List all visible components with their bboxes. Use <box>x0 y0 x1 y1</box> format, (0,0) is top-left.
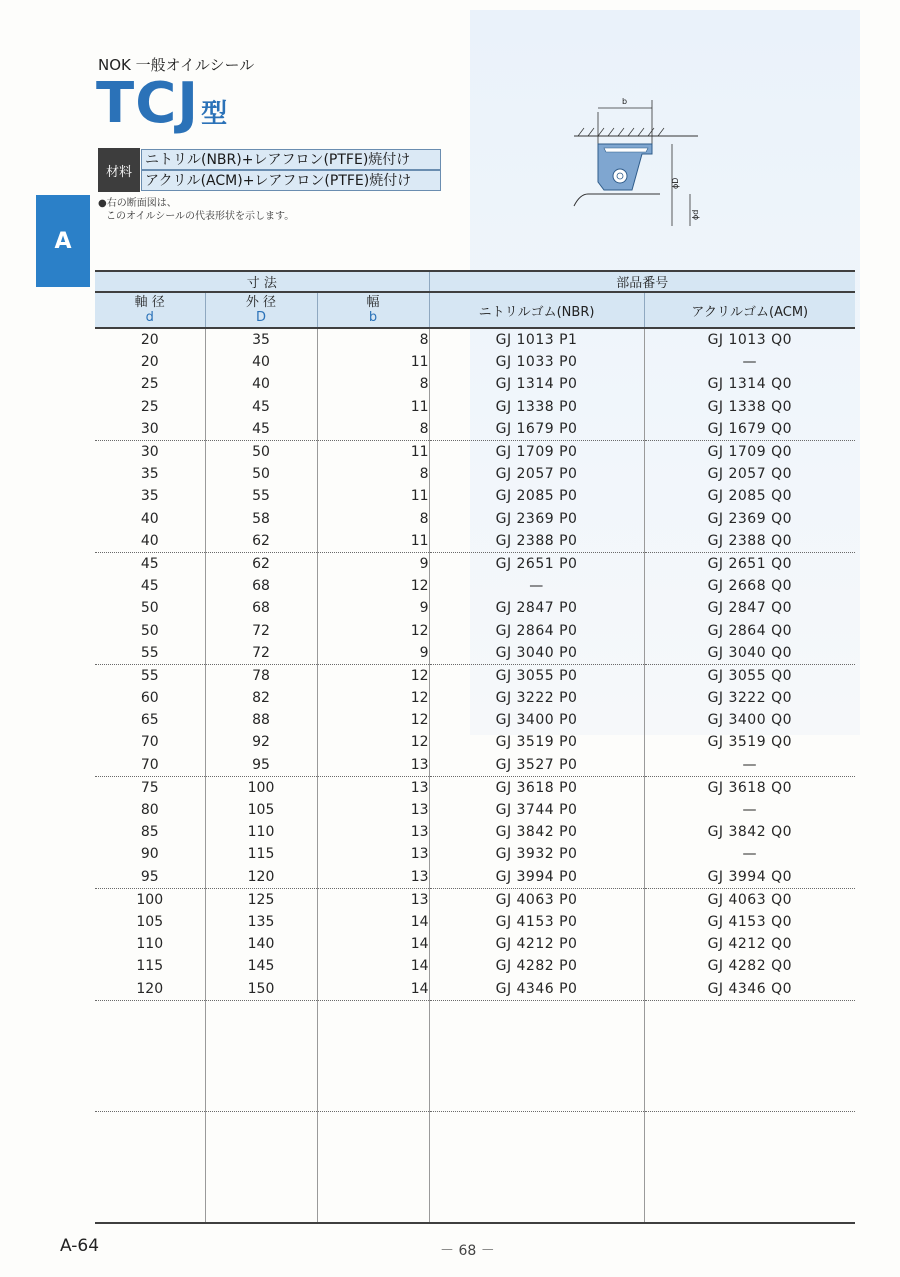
cell-shaft-dia: 50 <box>95 597 205 619</box>
blank-cell <box>644 1111 855 1223</box>
cell-acm-part: GJ 2668 Q0 <box>707 578 792 595</box>
cell-shaft-dia: 55 <box>95 664 205 687</box>
cell-acm-part: GJ 3519 Q0 <box>707 734 792 751</box>
cell-outer-dia: 150 <box>205 977 317 1000</box>
table-row <box>95 843 855 865</box>
cell-acm-part: GJ 1314 Q0 <box>707 376 792 393</box>
cell-width: 8 <box>317 508 429 530</box>
cell-nbr-part: GJ 1033 P0 <box>429 351 644 373</box>
cell-outer-dia: 110 <box>205 821 317 843</box>
cell-width: 9 <box>317 552 429 575</box>
cell-shaft-dia: 115 <box>95 955 205 977</box>
cell-acm-part: GJ 3842 Q0 <box>707 824 792 841</box>
cell-nbr-part: GJ 2651 P0 <box>429 552 644 575</box>
title-suffix: 型 <box>201 99 229 129</box>
table-row <box>95 485 855 507</box>
cell-acm-part: GJ 4063 Q0 <box>707 891 792 908</box>
table-blank-row <box>95 1111 855 1223</box>
cell-shaft-dia: 85 <box>95 821 205 843</box>
table-row <box>95 418 855 441</box>
cell-nbr-part: GJ 4063 P0 <box>429 888 644 911</box>
cell-acm-part: GJ 1679 Q0 <box>644 418 855 441</box>
cell-shaft-dia: 50 <box>95 619 205 641</box>
cell-acm-part: GJ 4346 Q0 <box>644 977 855 1000</box>
material-nbr: ニトリル(NBR)+レアフロン(PTFE)焼付け <box>141 149 441 170</box>
table-row <box>95 530 855 553</box>
table-blank-row <box>95 1000 855 1111</box>
cell-nbr-part: GJ 1314 P0 <box>429 373 644 395</box>
cell-nbr-part: GJ 4153 P0 <box>429 911 644 933</box>
table-row <box>95 463 855 485</box>
cell-shaft-dia: 75 <box>95 776 205 799</box>
table-row <box>95 754 855 777</box>
table-row <box>95 440 855 463</box>
shaft-line <box>574 194 660 206</box>
table-row <box>95 888 855 911</box>
cell-width: 12 <box>317 709 429 731</box>
cell-nbr-part: GJ 3744 P0 <box>429 799 644 821</box>
cell-width: 12 <box>317 687 429 709</box>
cell-shaft-dia: 90 <box>95 843 205 865</box>
cell-outer-dia: 55 <box>205 485 317 507</box>
cell-acm-part: GJ 4282 Q0 <box>707 958 792 975</box>
dim-b-label: b <box>622 97 628 106</box>
cell-nbr-part: GJ 2847 P0 <box>429 597 644 619</box>
cell-acm-part: GJ 4212 Q0 <box>707 936 792 953</box>
cell-nbr-part: GJ 2057 P0 <box>429 463 644 485</box>
header-shaft-label: 軸 径 <box>134 295 165 310</box>
cell-outer-dia: 35 <box>205 328 317 351</box>
page-number: － 68 － <box>440 1243 495 1259</box>
cell-outer-dia: 82 <box>205 687 317 709</box>
cell-acm-part: — <box>644 754 855 777</box>
cell-acm-part: — <box>742 354 758 371</box>
cell-nbr-part: GJ 3932 P0 <box>429 843 644 865</box>
table-row <box>95 821 855 843</box>
header-dimensions: 寸 法 <box>95 271 429 292</box>
cell-outer-dia: 100 <box>205 776 317 799</box>
table-row <box>95 933 855 955</box>
blank-cell <box>644 1000 855 1111</box>
cell-outer-dia: 135 <box>205 911 317 933</box>
cell-outer-dia: 58 <box>205 508 317 530</box>
cell-outer-dia: 45 <box>205 396 317 418</box>
header-width <box>317 292 429 328</box>
blank-cell <box>429 1111 644 1223</box>
cell-width: 13 <box>317 776 429 799</box>
cell-width: 12 <box>317 575 429 597</box>
cell-outer-dia: 115 <box>205 843 317 865</box>
blank-cell <box>95 1111 205 1223</box>
table-row <box>95 351 855 373</box>
cell-acm-part: GJ 4153 Q0 <box>707 913 792 930</box>
cell-outer-dia: 120 <box>205 866 317 889</box>
cell-outer-dia: 78 <box>205 664 317 687</box>
cell-outer-dia: 92 <box>205 731 317 753</box>
cell-outer-dia: 50 <box>205 463 317 485</box>
header-outer-dia <box>205 292 317 328</box>
blank-cell <box>317 1000 429 1111</box>
table-row <box>95 709 855 731</box>
table-row <box>95 597 855 619</box>
cell-nbr-part: GJ 3040 P0 <box>429 642 644 665</box>
page-title <box>96 71 229 136</box>
section-tab: A <box>36 195 90 287</box>
cell-shaft-dia: 110 <box>95 933 205 955</box>
seal-insert <box>604 148 648 152</box>
cell-acm-part: GJ 2651 Q0 <box>707 555 792 572</box>
cell-shaft-dia: 40 <box>95 530 205 553</box>
cell-acm-part: GJ 1338 Q0 <box>707 398 792 415</box>
header-acm: アクリルゴム(ACM) <box>644 292 855 328</box>
cell-outer-dia: 40 <box>205 373 317 395</box>
cell-shaft-dia: 70 <box>95 731 205 753</box>
cell-outer-dia: 40 <box>205 351 317 373</box>
cell-width: 9 <box>317 597 429 619</box>
table-group-header <box>95 271 855 292</box>
table-row <box>95 776 855 799</box>
table-row <box>95 373 855 395</box>
table-row <box>95 731 855 753</box>
cell-width: 14 <box>317 933 429 955</box>
table-row <box>95 642 855 665</box>
cell-outer-dia: 50 <box>205 440 317 463</box>
cell-nbr-part: GJ 3222 P0 <box>429 687 644 709</box>
cell-shaft-dia: 45 <box>95 575 205 597</box>
cell-width: 11 <box>317 485 429 507</box>
cell-acm-part: GJ 2057 Q0 <box>707 466 792 483</box>
cell-shaft-dia: 35 <box>95 485 205 507</box>
table-row <box>95 396 855 418</box>
header-outer-label: 外 径 <box>245 295 277 310</box>
cell-width: 13 <box>317 888 429 911</box>
cell-acm-part: GJ 3040 Q0 <box>644 642 855 665</box>
cell-outer-dia: 62 <box>205 552 317 575</box>
cell-shaft-dia: 25 <box>95 373 205 395</box>
cell-outer-dia: 62 <box>205 530 317 553</box>
dim-d-label: ϕd <box>691 209 700 220</box>
table-row <box>95 552 855 575</box>
cell-acm-part: GJ 2085 Q0 <box>707 488 792 505</box>
table-row <box>95 328 855 351</box>
table-row <box>95 955 855 977</box>
cell-width: 8 <box>317 328 429 351</box>
cell-acm-part: GJ 3994 Q0 <box>644 866 855 889</box>
cell-width: 9 <box>317 642 429 665</box>
table-row <box>95 664 855 687</box>
cell-shaft-dia: 100 <box>95 888 205 911</box>
cell-shaft-dia: 45 <box>95 552 205 575</box>
cell-nbr-part: GJ 1338 P0 <box>429 396 644 418</box>
cell-shaft-dia: 105 <box>95 911 205 933</box>
cell-width: 11 <box>317 396 429 418</box>
cell-acm-part: GJ 2369 Q0 <box>707 510 792 527</box>
cell-width: 12 <box>317 731 429 753</box>
cell-shaft-dia: 30 <box>95 440 205 463</box>
blank-cell <box>205 1000 317 1111</box>
cell-width: 13 <box>317 843 429 865</box>
table-row <box>95 866 855 889</box>
cell-outer-dia: 68 <box>205 597 317 619</box>
cell-outer-dia: 140 <box>205 933 317 955</box>
dim-D-label: ϕD <box>671 177 680 189</box>
page-code: A-64 <box>60 1236 100 1256</box>
cell-width: 13 <box>317 866 429 889</box>
cell-outer-dia: 72 <box>205 642 317 665</box>
cell-width: 12 <box>317 619 429 641</box>
cell-width: 11 <box>317 351 429 373</box>
cell-acm-part: GJ 2847 Q0 <box>707 600 792 617</box>
cell-nbr-part: GJ 2369 P0 <box>429 508 644 530</box>
cell-shaft-dia: 35 <box>95 463 205 485</box>
cell-acm-part: GJ 2388 Q0 <box>644 530 855 553</box>
size-table <box>95 270 855 1224</box>
cell-outer-dia: 72 <box>205 619 317 641</box>
table-row <box>95 508 855 530</box>
cell-width: 13 <box>317 754 429 777</box>
seal-cross-section-diagram <box>560 86 705 226</box>
cell-acm-part: GJ 1013 Q0 <box>707 332 792 349</box>
cell-shaft-dia: 60 <box>95 687 205 709</box>
blank-cell <box>95 1000 205 1111</box>
cell-width: 12 <box>317 664 429 687</box>
title-text: TCJ <box>96 71 200 136</box>
cell-nbr-part: GJ 4346 P0 <box>429 977 644 1000</box>
cell-nbr-part: GJ 2085 P0 <box>429 485 644 507</box>
cell-nbr-part: GJ 3618 P0 <box>429 776 644 799</box>
cell-outer-dia: 145 <box>205 955 317 977</box>
cell-shaft-dia: 120 <box>95 977 205 1000</box>
page-subtitle: NOK 一般オイルシール <box>98 56 255 74</box>
header-shaft-dia <box>95 292 205 328</box>
cell-width: 14 <box>317 955 429 977</box>
blank-cell <box>317 1111 429 1223</box>
cell-nbr-part: GJ 1013 P1 <box>429 328 644 351</box>
cell-outer-dia: 45 <box>205 418 317 441</box>
cell-acm-part: — <box>742 846 758 863</box>
table-row <box>95 619 855 641</box>
cell-width: 8 <box>317 463 429 485</box>
blank-cell <box>429 1000 644 1111</box>
cell-width: 8 <box>317 373 429 395</box>
header-width-symbol: b <box>368 310 378 325</box>
cell-acm-part: GJ 3055 Q0 <box>707 667 792 684</box>
cell-shaft-dia: 80 <box>95 799 205 821</box>
cell-shaft-dia: 55 <box>95 642 205 665</box>
header-part-number: 部品番号 <box>429 271 855 292</box>
cell-width: 11 <box>317 440 429 463</box>
cell-acm-part: GJ 1709 Q0 <box>707 444 792 461</box>
table-row <box>95 799 855 821</box>
cell-shaft-dia: 40 <box>95 508 205 530</box>
garter-spring <box>613 169 627 183</box>
cell-shaft-dia: 25 <box>95 396 205 418</box>
cell-nbr-part: GJ 3994 P0 <box>429 866 644 889</box>
cell-width: 13 <box>317 799 429 821</box>
cell-width: 11 <box>317 530 429 553</box>
blank-cell <box>205 1111 317 1223</box>
cell-nbr-part: GJ 3519 P0 <box>429 731 644 753</box>
material-acm: アクリル(ACM)+レアフロン(PTFE)焼付け <box>141 170 441 191</box>
cell-shaft-dia: 95 <box>95 866 205 889</box>
table-body <box>95 328 855 1223</box>
cell-nbr-part: GJ 3527 P0 <box>429 754 644 777</box>
note-line-1: ●右の断面図は、 <box>98 198 177 209</box>
table-row <box>95 911 855 933</box>
header-shaft-symbol: d <box>145 310 154 325</box>
cell-width: 14 <box>317 977 429 1000</box>
cell-shaft-dia: 20 <box>95 328 205 351</box>
cell-shaft-dia: 70 <box>95 754 205 777</box>
cell-nbr-part: GJ 3055 P0 <box>429 664 644 687</box>
cell-width: 13 <box>317 821 429 843</box>
cell-acm-part: — <box>742 802 758 819</box>
header-width-label: 幅 <box>366 295 380 310</box>
cell-outer-dia: 125 <box>205 888 317 911</box>
cell-nbr-part: GJ 3400 P0 <box>429 709 644 731</box>
cell-outer-dia: 105 <box>205 799 317 821</box>
cell-nbr-part: GJ 1709 P0 <box>429 440 644 463</box>
cell-width: 8 <box>317 418 429 441</box>
cell-width: 14 <box>317 911 429 933</box>
cell-acm-part: GJ 2864 Q0 <box>707 622 792 639</box>
header-outer-symbol: D <box>255 310 266 325</box>
cell-acm-part: GJ 3618 Q0 <box>707 779 792 796</box>
cell-nbr-part: GJ 1679 P0 <box>429 418 644 441</box>
cell-acm-part: GJ 3400 Q0 <box>707 712 792 729</box>
cell-shaft-dia: 30 <box>95 418 205 441</box>
cell-nbr-part: — <box>429 575 644 597</box>
cell-nbr-part: GJ 3842 P0 <box>429 821 644 843</box>
cell-shaft-dia: 20 <box>95 351 205 373</box>
table-row <box>95 687 855 709</box>
table-row <box>95 575 855 597</box>
table-column-header <box>95 292 855 328</box>
cell-outer-dia: 88 <box>205 709 317 731</box>
note-line-2: このオイルシールの代表形状を示します。 <box>106 211 295 222</box>
cell-nbr-part: GJ 4282 P0 <box>429 955 644 977</box>
cell-outer-dia: 95 <box>205 754 317 777</box>
cell-nbr-part: GJ 2864 P0 <box>429 619 644 641</box>
table-row <box>95 977 855 1000</box>
header-nbr: ニトリルゴム(NBR) <box>429 292 644 328</box>
cell-outer-dia: 68 <box>205 575 317 597</box>
cell-nbr-part: GJ 4212 P0 <box>429 933 644 955</box>
cell-acm-part: GJ 3222 Q0 <box>707 690 792 707</box>
material-label: 材料 <box>98 148 140 192</box>
housing-hatch <box>578 128 664 136</box>
section-note <box>98 197 294 223</box>
cell-nbr-part: GJ 2388 P0 <box>429 530 644 553</box>
cell-shaft-dia: 65 <box>95 709 205 731</box>
